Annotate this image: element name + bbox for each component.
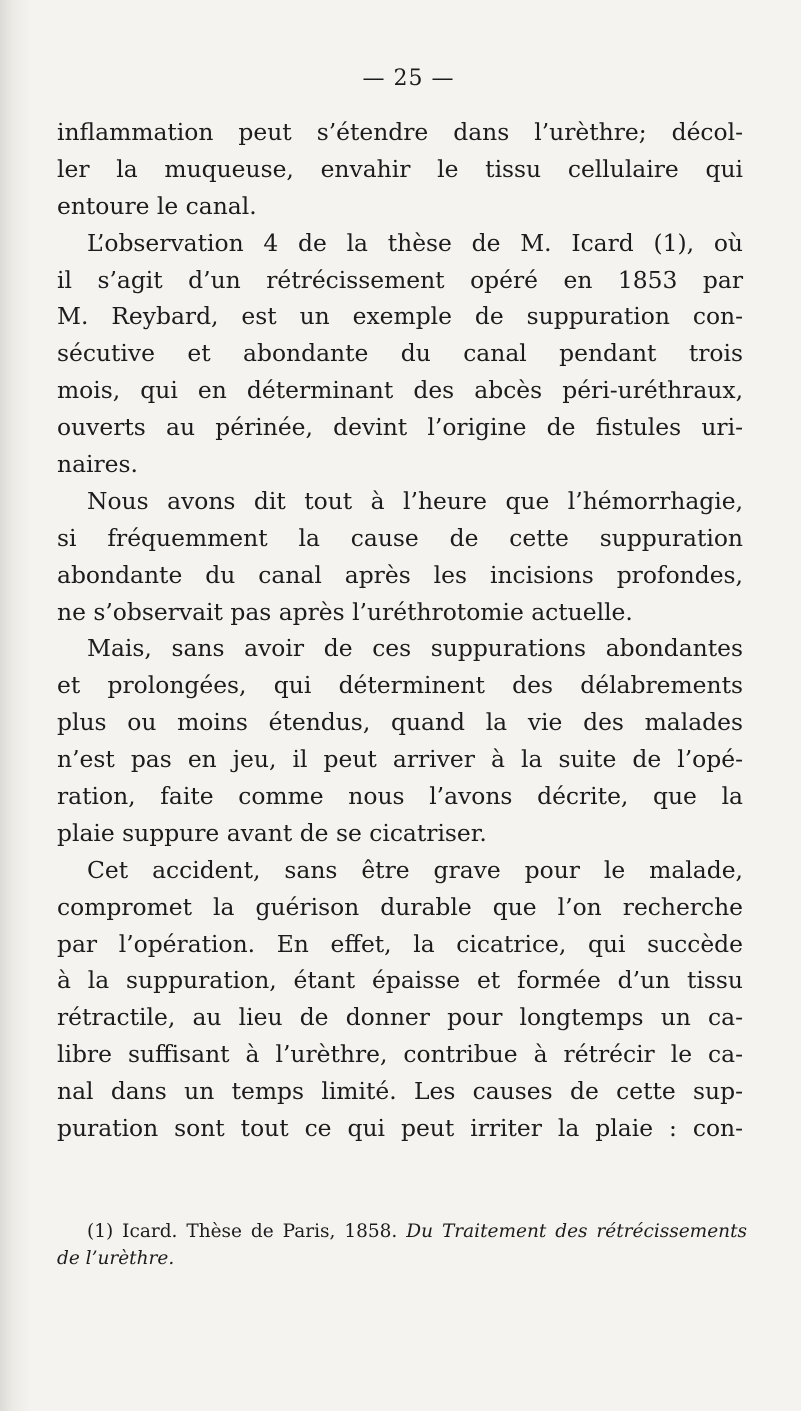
text-line: puration sont tout ce qui peut irriter la plaie : con- (57, 1114, 743, 1143)
text-line: Mais, sans avoir de ces suppurations abondantes (87, 634, 743, 663)
footnote-citation: Icard. Thèse de Paris, 1858. (122, 1221, 398, 1242)
footnote-line (57, 1245, 747, 1272)
text-line: Cet accident, sans être grave pour le malade, (87, 855, 743, 884)
footnote-title-continued: de l’urèthre. (57, 1248, 175, 1269)
text-line: rétractile, au lieu de donner pour longtemps un ca- (57, 1003, 743, 1032)
text-line: naires. (57, 450, 138, 479)
text-line: mois, qui en déterminant des abcès péri-uréthraux, (57, 376, 743, 405)
footnote-title: Du Traitement des rétrécissements (406, 1221, 748, 1242)
text-line: Nous avons dit tout à l’heure que l’hémorrhagie, (87, 486, 743, 515)
text-line: entoure le canal. (57, 191, 257, 220)
body-text (57, 114, 743, 1147)
text-line: à la suppuration, étant épaisse et formée d’un tissu (57, 966, 743, 995)
page-number: — 25 — (362, 66, 455, 91)
text-line: ouverts au périnée, devint l’origine de fistules uri- (57, 413, 743, 442)
text-line: ration, faite comme nous l’avons décrite, que la (57, 782, 743, 811)
text-line: M. Reybard, est un exemple de suppuration con- (57, 302, 743, 331)
text-line: il s’agit d’un rétrécissement opéré en 1853 par (57, 265, 743, 294)
text-line: nal dans un temps limité. Les causes de cette sup- (57, 1077, 743, 1106)
footnote-marker: (1) (87, 1221, 114, 1242)
text-line: compromet la guérison durable que l’on recherche (57, 892, 743, 921)
text-line: libre suffisant à l’urèthre, contribue à rétrécir le ca- (57, 1040, 743, 1069)
text-line: ler la muqueuse, envahir le tissu cellulaire qui (57, 154, 743, 183)
text-line: abondante du canal après les incisions profondes, (57, 560, 743, 589)
text-line: sécutive et abondante du canal pendant trois (57, 339, 743, 368)
text-line: plus ou moins étendus, quand la vie des malades (57, 708, 743, 737)
text-line: L’observation 4 de la thèse de M. Icard (1), où (87, 228, 743, 257)
text-line: et prolongées, qui déterminent des délabrements (57, 671, 743, 700)
text-line: si fréquemment la cause de cette suppuration (57, 523, 743, 552)
text-line: n’est pas en jeu, il peut arriver à la suite de l’opé- (57, 745, 743, 774)
text-line: plaie suppure avant de se cicatriser. (57, 818, 487, 847)
text-line: inflammation peut s’étendre dans l’urèthre; décol- (57, 118, 743, 146)
footnote-line (57, 1218, 747, 1245)
text-line: par l’opération. En effet, la cicatrice, qui succède (57, 929, 743, 958)
text-line: ne s’observait pas après l’uréthrotomie actuelle. (57, 597, 633, 626)
footnote (57, 1218, 747, 1272)
